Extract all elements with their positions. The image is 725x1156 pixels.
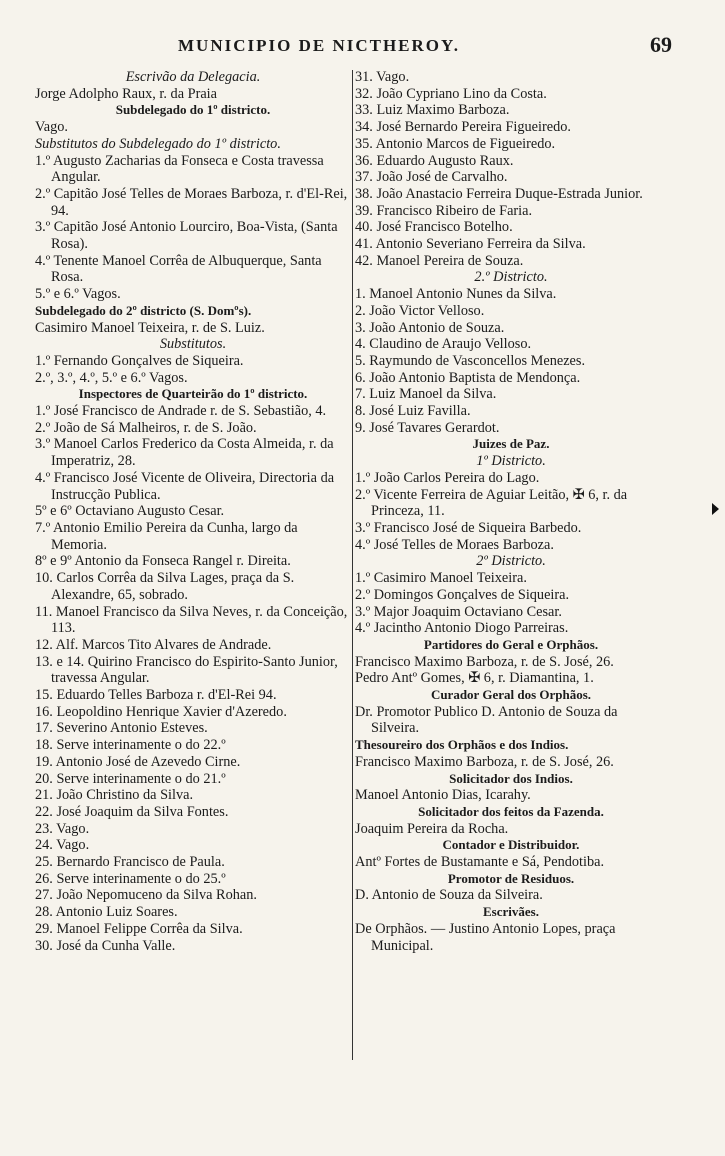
left-entry: 2.º João de Sá Malheiros, r. de S. João. [35, 419, 257, 436]
left-entry: 21. João Christino da Silva. [35, 787, 194, 804]
left-entry: 30. José da Cunha Valle. [35, 937, 176, 954]
right-entry: Escrivães. [483, 904, 539, 920]
right-entry: Dr. Promotor Publico D. Antonio de Souza da Silveira. [355, 703, 618, 737]
right-entry: 37. João José de Carvalho. [355, 169, 508, 186]
left-entry: 4.º Tenente Manoel Corrêa de Albuquerque, Santa Rosa. [35, 252, 322, 286]
right-entry: 38. João Anastacio Ferreira Duque-Estrada Junior. [355, 185, 643, 202]
right-entry: 3. João Antonio de Souza. [355, 319, 505, 336]
left-entry: 4.º Francisco José Vicente de Oliveira, Directoria da Instrucção Publica. [35, 469, 335, 503]
left-entry: 2.º Capitão José Telles de Moraes Barboza, r. d'El-Rei, 94. [35, 185, 348, 219]
left-entry: 5º e 6º Octaviano Augusto Cesar. [35, 503, 225, 520]
left-entry: 25. Bernardo Francisco de Paula. [35, 854, 225, 871]
left-entry: 27. João Nepomuceno da Silva Rohan. [35, 887, 257, 904]
right-entry: 4.º Jacintho Antonio Diogo Parreiras. [355, 620, 569, 637]
left-entry: 23. Vago. [35, 820, 90, 837]
left-entry: 19. Antonio José de Azevedo Cirne. [35, 753, 241, 770]
right-entry: 36. Eduardo Augusto Raux. [355, 152, 514, 169]
left-entry: 2.º, 3.º, 4.º, 5.º e 6.º Vagos. [35, 369, 188, 386]
left-entry: 16. Leopoldino Henrique Xavier d'Azeredo. [35, 703, 287, 720]
right-entry: 1º Districto. [476, 453, 546, 470]
left-entry: 18. Serve interinamente o do 22.º [35, 737, 226, 754]
right-entry: 1.º Casimiro Manoel Teixeira. [355, 570, 527, 587]
right-entry: 2.º Districto. [474, 269, 548, 286]
left-entry: 1.º José Francisco de Andrade r. de S. Sebastião, 4. [35, 403, 327, 420]
right-entry: D. Antonio de Souza da Silveira. [355, 887, 543, 904]
left-entry: Vago. [35, 119, 68, 136]
right-entry: Solicitador dos feitos da Fazenda. [418, 803, 604, 819]
right-entry: 9. José Tavares Gerardot. [355, 419, 500, 436]
right-entry: 39. Francisco Ribeiro de Faria. [355, 202, 533, 219]
left-entry: Casimiro Manoel Teixeira, r. de S. Luiz. [35, 319, 265, 336]
left-entry: Inspectores de Quarteirão do 1º districto. [78, 386, 308, 402]
right-entry: Manoel Antonio Dias, Icarahy. [355, 787, 531, 804]
right-entry: 2.º Vicente Ferreira de Aguiar Leitão, ✠ 6, r. da Princeza, 11. [355, 486, 628, 520]
running-title: MUNICIPIO DE NICTHEROY. [178, 36, 460, 55]
right-entry: De Orphãos. — Justino Antonio Lopes, praça Municipal. [355, 920, 616, 954]
right-entry: 3.º Francisco José de Siqueira Barbedo. [355, 519, 582, 536]
left-entry: 7.º Antonio Emilio Pereira da Cunha, largo da Memoria. [35, 519, 298, 553]
right-entry: 34. José Bernardo Pereira Figueiredo. [355, 119, 571, 136]
left-entry: Subdelegado do 2º districto (S. Domºs). [35, 302, 252, 318]
left-entry: 12. Alf. Marcos Tito Alvares de Andrade. [35, 636, 272, 653]
right-entry: Joaquim Pereira da Rocha. [355, 820, 509, 837]
left-entry: 8º e 9º Antonio da Fonseca Rangel r. Direita. [35, 553, 291, 570]
right-entry: 41. Antonio Severiano Ferreira da Silva. [355, 236, 586, 253]
left-entry: Jorge Adolpho Raux, r. da Praia [35, 85, 217, 102]
right-entry: 1.º João Carlos Pereira do Lago. [355, 469, 540, 486]
left-entry: 1.º Augusto Zacharias da Fonseca e Costa travessa Angular. [35, 152, 324, 186]
left-entry: Escrivão da Delegacia. [125, 69, 261, 85]
right-entry: 33. Luiz Maximo Barboza. [355, 102, 510, 119]
left-entry: 1.º Fernando Gonçalves de Siqueira. [35, 352, 244, 369]
right-entry: Juizes de Paz. [472, 436, 550, 452]
margin-mark-icon [712, 503, 719, 515]
left-entry: 29. Manoel Felippe Corrêa da Silva. [35, 920, 243, 937]
right-column [355, 69, 667, 954]
page-number: 69 [650, 32, 672, 57]
left-entry: 15. Eduardo Telles Barboza r. d'El-Rei 94. [35, 687, 277, 704]
left-entry: 26. Serve interinamente o do 25.º [35, 870, 226, 887]
right-entry: Partidores do Geral e Orphãos. [423, 636, 599, 652]
left-entry: 3.º Manoel Carlos Frederico da Costa Almeida, r. da Imperatriz, 28. [35, 436, 334, 470]
right-entry: Curador Geral dos Orphãos. [430, 687, 592, 703]
left-entry: 24. Vago. [35, 837, 90, 854]
left-entry: 28. Antonio Luiz Soares. [35, 904, 178, 921]
right-entry: 32. João Cypriano Lino da Costa. [355, 85, 547, 102]
column-divider [352, 70, 353, 1060]
right-entry: 2º Districto. [476, 553, 546, 570]
right-entry: Pedro Antº Gomes, ✠ 6, r. Diamantina, 1. [355, 670, 594, 687]
left-entry: Subdelegado do 1º districto. [115, 102, 271, 118]
right-entry: Thesoureiro dos Orphãos e dos Indios. [355, 737, 569, 753]
left-entry: 17. Severino Antonio Esteves. [35, 720, 208, 737]
left-entry: 5.º e 6.º Vagos. [35, 286, 121, 303]
right-entry: 31. Vago. [355, 69, 410, 85]
right-entry: Contador e Distribuidor. [442, 837, 580, 853]
right-entry: 8. José Luiz Favilla. [355, 403, 471, 420]
left-entry: 13. e 14. Quirino Francisco do Espirito-Santo Junior, travessa Angular. [35, 653, 338, 687]
right-entry: 5. Raymundo de Vasconcellos Menezes. [355, 352, 586, 369]
right-entry: 4. Claudino de Araujo Velloso. [355, 336, 532, 353]
right-entry: 42. Manoel Pereira de Souza. [355, 252, 524, 269]
right-entry: Solicitador dos Indios. [449, 770, 573, 786]
right-entry: 40. José Francisco Botelho. [355, 219, 513, 236]
left-column [35, 69, 351, 954]
right-entry: 2. João Victor Velloso. [355, 302, 485, 319]
left-entry: Substitutos do Subdelegado do 1º districto. [35, 135, 281, 152]
right-entry: Antº Fortes de Bustamante e Sá, Pendotiba. [355, 854, 605, 871]
left-entry: 20. Serve interinamente o do 21.º [35, 770, 226, 787]
left-entry: 22. José Joaquim da Silva Fontes. [35, 803, 229, 820]
right-entry: Francisco Maximo Barboza, r. de S. José, 26. [355, 753, 614, 770]
right-entry: Promotor de Residuos. [447, 870, 575, 886]
right-entry: 35. Antonio Marcos de Figueiredo. [355, 135, 556, 152]
right-entry: 3.º Major Joaquim Octaviano Cesar. [355, 603, 562, 620]
page-header [0, 32, 725, 66]
left-entry: 11. Manoel Francisco da Silva Neves, r. da Conceição, 113. [35, 603, 348, 637]
right-entry: 7. Luiz Manoel da Silva. [355, 386, 497, 403]
left-entry: 3.º Capitão José Antonio Lourciro, Boa-Vista, (Santa Rosa). [35, 219, 338, 253]
right-entry: 4.º José Telles de Moraes Barboza. [355, 536, 554, 553]
right-entry: 6. João Antonio Baptista de Mendonça. [355, 369, 581, 386]
right-entry: 1. Manoel Antonio Nunes da Silva. [355, 286, 557, 303]
right-entry: 2.º Domingos Gonçalves de Siqueira. [355, 586, 570, 603]
left-entry: 10. Carlos Corrêa da Silva Lages, praça da S. Alexandre, 65, sobrado. [35, 570, 295, 603]
left-entry: Substitutos. [159, 336, 227, 353]
right-entry: Francisco Maximo Barboza, r. de S. José, 26. [355, 653, 614, 670]
